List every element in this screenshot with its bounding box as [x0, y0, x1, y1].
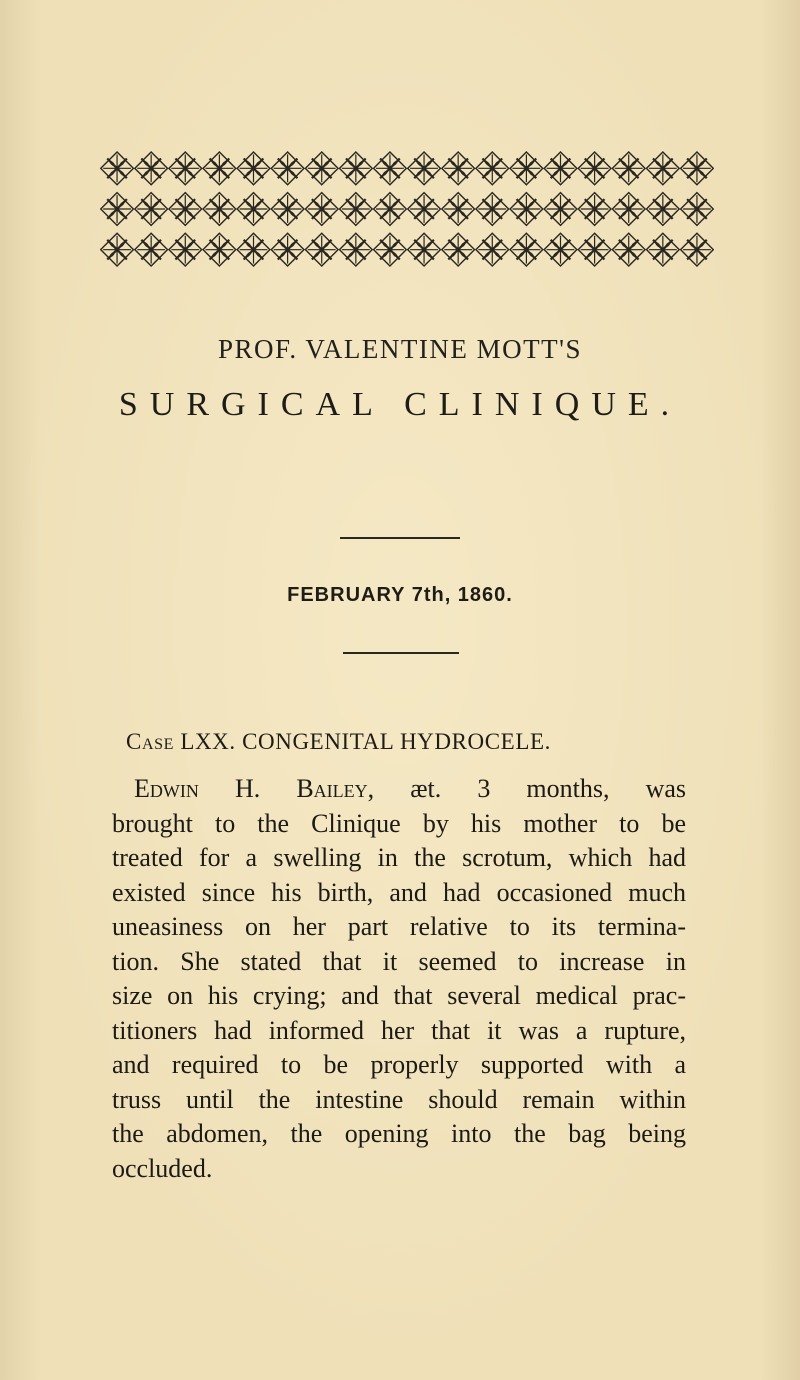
ornament-star — [203, 233, 236, 266]
ornament-star — [476, 233, 509, 266]
ornament-star — [237, 193, 270, 226]
case-label: Case — [126, 729, 174, 754]
ornament-star — [442, 152, 475, 185]
ornament-star — [612, 233, 645, 266]
body-line: size on his crying; and that several medical prac- — [112, 981, 686, 1010]
ornament-star — [135, 152, 168, 185]
case-body — [112, 772, 686, 1186]
ornament-star — [101, 152, 134, 185]
ornament-star — [374, 152, 407, 185]
ornament-star — [578, 233, 611, 266]
ornament-star — [305, 152, 338, 185]
ornament-star — [646, 233, 679, 266]
ornament-star — [612, 152, 645, 185]
ornament-star — [237, 233, 270, 266]
ornament-star — [169, 193, 202, 226]
ornament-star — [510, 152, 543, 185]
ornament-star — [681, 193, 714, 226]
patient-surname: Bailey, — [296, 774, 375, 803]
body-line: brought to the Clinique by his mother to be — [112, 808, 686, 838]
ornament-star — [578, 193, 611, 226]
body-line-1 — [112, 772, 686, 807]
ornament-star — [135, 193, 168, 226]
ornament-star — [271, 193, 304, 226]
ornament-star — [169, 152, 202, 185]
ornament-star — [203, 152, 236, 185]
ornament-star — [271, 152, 304, 185]
body-line: the abdomen, the opening into the bag being — [112, 1119, 686, 1148]
patient-initial: H. — [234, 774, 261, 803]
ornament-star — [203, 193, 236, 226]
ornament-star — [135, 233, 168, 266]
title-main: SURGICAL CLINIQUE. — [118, 386, 682, 423]
title-author: PROF. VALENTINE MOTT'S — [218, 334, 582, 364]
ornament-star — [374, 233, 407, 266]
ornament-star — [544, 233, 577, 266]
ornament-star — [408, 193, 441, 226]
ornament-star — [442, 233, 475, 266]
ornament-star — [681, 233, 714, 266]
ornament-star — [408, 233, 441, 266]
ornament-star — [476, 193, 509, 226]
ornament-star — [544, 152, 577, 185]
ornament-star — [271, 233, 304, 266]
ornament-star — [408, 152, 441, 185]
ornament-star — [476, 152, 509, 185]
case-heading — [126, 729, 551, 755]
ornament-star — [305, 233, 338, 266]
ornament-star — [510, 233, 543, 266]
ornament-star — [612, 193, 645, 226]
ornament-star — [544, 193, 577, 226]
asterisk-lattice-ornament-icon — [100, 148, 714, 270]
body-line: existed since his birth, and had occasioned much — [112, 877, 686, 907]
ornament-star — [169, 233, 202, 266]
ornament-star — [646, 193, 679, 226]
ornament-star — [578, 152, 611, 185]
divider-bottom — [343, 652, 459, 654]
body-line: titioners had informed her that it was a rupture, — [112, 1015, 686, 1045]
date-line: FEBRUARY 7th, 1860. — [287, 584, 513, 606]
ornament-star — [681, 152, 714, 185]
body-line-1-rest: æt. 3 months, was — [410, 774, 687, 803]
body-line: treated for a swelling in the scrotum, which had — [112, 843, 686, 872]
ornament-star — [339, 193, 372, 226]
ornament-star — [305, 193, 338, 226]
body-line: truss until the intestine should remain within — [112, 1084, 686, 1114]
body-line: occluded. — [112, 1153, 213, 1183]
ornament-star — [101, 193, 134, 226]
divider-top — [340, 537, 460, 539]
case-title: LXX. CONGENITAL HYDROCELE. — [180, 729, 551, 754]
ornament-star — [237, 152, 270, 185]
ornament-star — [646, 152, 679, 185]
ornament-star — [101, 233, 134, 266]
ornament-star — [339, 233, 372, 266]
ornament-star — [374, 193, 407, 226]
body-line: uneasiness on her part relative to its termina- — [112, 912, 686, 941]
ornament-band — [100, 148, 714, 270]
ornament-star — [339, 152, 372, 185]
body-line: and required to be properly supported with a — [112, 1050, 686, 1079]
ornament-star — [510, 193, 543, 226]
patient-first-name: Edwin — [134, 774, 199, 803]
ornament-star — [442, 193, 475, 226]
body-line: tion. She stated that it seemed to increase in — [112, 946, 686, 976]
